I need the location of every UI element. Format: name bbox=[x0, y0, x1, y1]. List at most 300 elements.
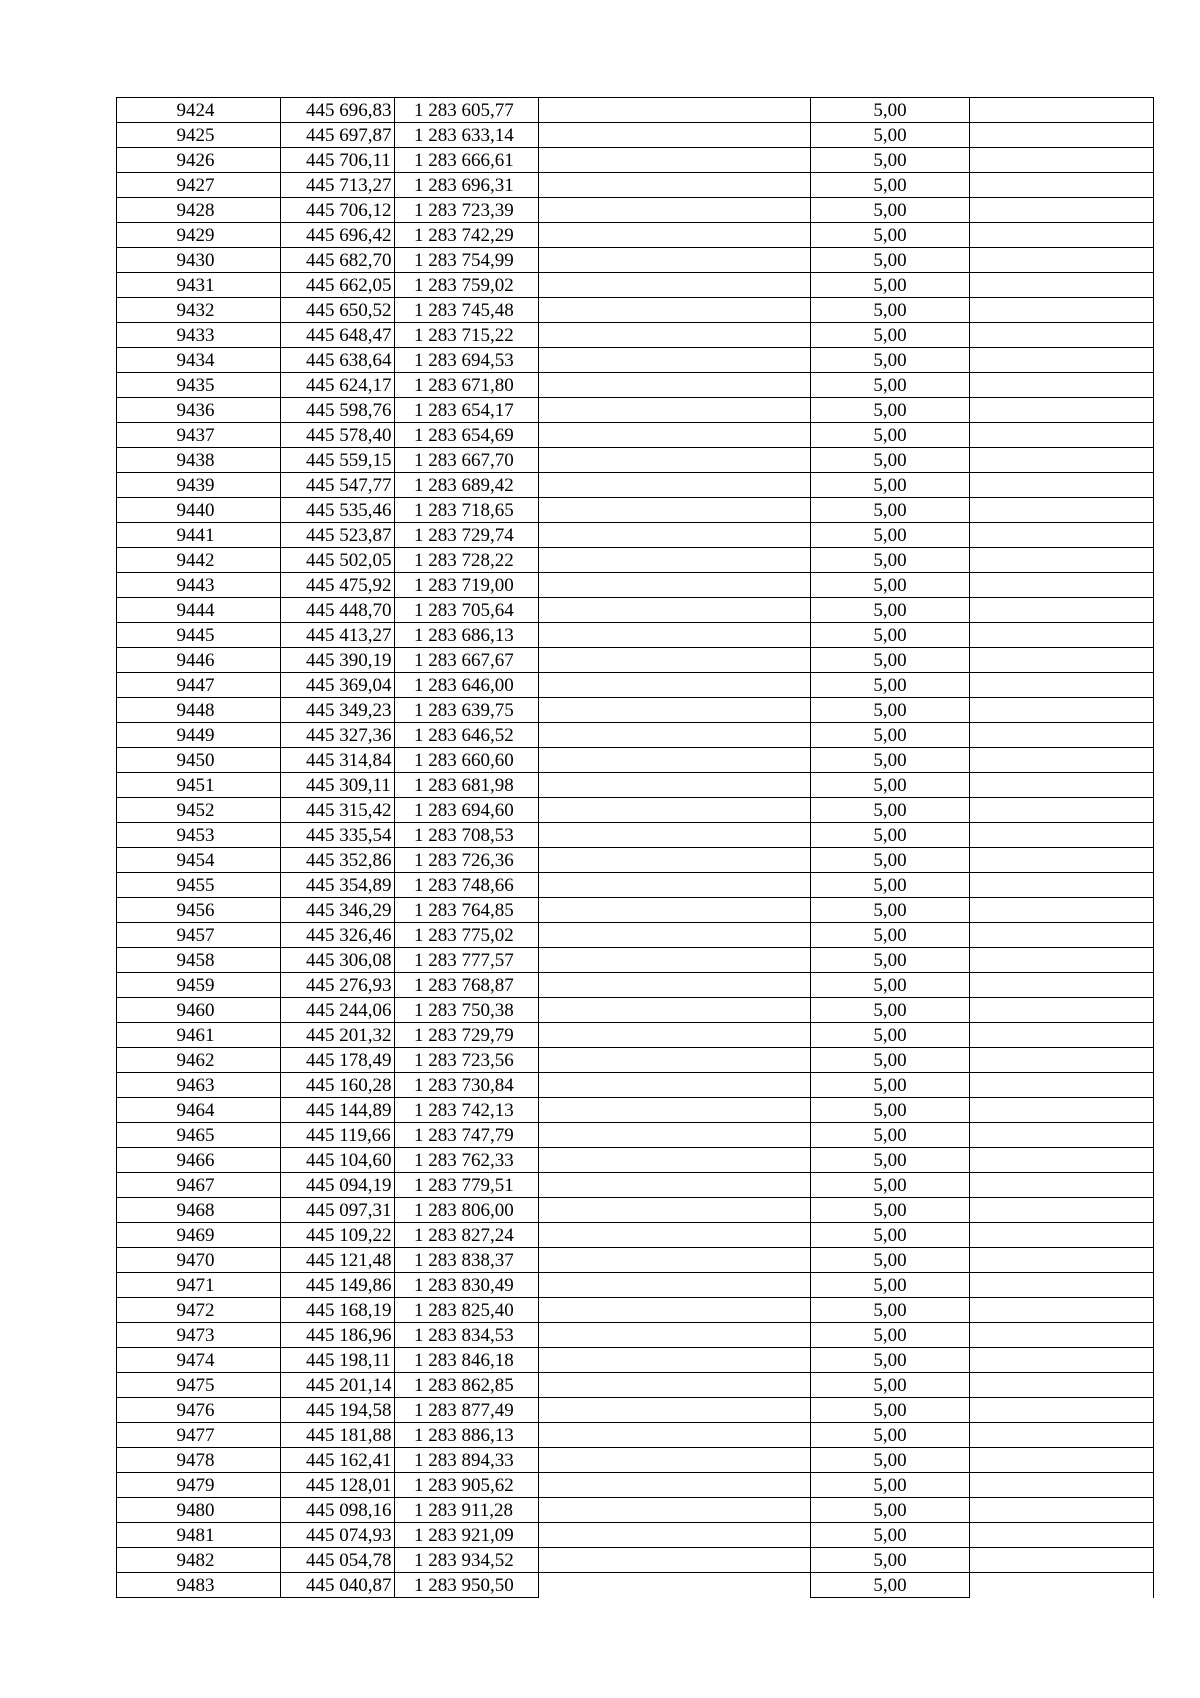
y-coordinate-cell: 1 283 745,48 bbox=[395, 298, 539, 323]
table-body bbox=[117, 98, 1154, 1598]
empty-cell bbox=[539, 123, 811, 148]
empty-cell bbox=[970, 623, 1154, 648]
empty-cell bbox=[970, 1148, 1154, 1173]
empty-cell bbox=[539, 323, 811, 348]
table-row bbox=[117, 1048, 1154, 1073]
empty-cell bbox=[539, 1298, 811, 1323]
y-coordinate-cell: 1 283 825,40 bbox=[395, 1298, 539, 1323]
point-number-cell: 9478 bbox=[117, 1448, 281, 1473]
x-coordinate-cell: 445 448,70 bbox=[281, 598, 395, 623]
y-coordinate-cell: 1 283 671,80 bbox=[395, 373, 539, 398]
y-coordinate-cell: 1 283 806,00 bbox=[395, 1198, 539, 1223]
empty-cell bbox=[970, 323, 1154, 348]
table-row bbox=[117, 1073, 1154, 1098]
y-coordinate-cell: 1 283 921,09 bbox=[395, 1523, 539, 1548]
value-cell: 5,00 bbox=[811, 1348, 970, 1373]
table-row bbox=[117, 1348, 1154, 1373]
point-number-cell: 9451 bbox=[117, 773, 281, 798]
empty-cell bbox=[539, 973, 811, 998]
value-cell: 5,00 bbox=[811, 1498, 970, 1523]
x-coordinate-cell: 445 149,86 bbox=[281, 1273, 395, 1298]
value-cell: 5,00 bbox=[811, 948, 970, 973]
y-coordinate-cell: 1 283 719,00 bbox=[395, 573, 539, 598]
point-number-cell: 9465 bbox=[117, 1123, 281, 1148]
empty-cell bbox=[970, 298, 1154, 323]
empty-cell bbox=[970, 1223, 1154, 1248]
value-cell: 5,00 bbox=[811, 1298, 970, 1323]
table-row bbox=[117, 1123, 1154, 1148]
x-coordinate-cell: 445 390,19 bbox=[281, 648, 395, 673]
table-row bbox=[117, 1198, 1154, 1223]
value-cell: 5,00 bbox=[811, 1173, 970, 1198]
empty-cell bbox=[970, 798, 1154, 823]
x-coordinate-cell: 445 662,05 bbox=[281, 273, 395, 298]
point-number-cell: 9427 bbox=[117, 173, 281, 198]
empty-cell bbox=[539, 1373, 811, 1398]
x-coordinate-cell: 445 696,83 bbox=[281, 98, 395, 123]
table-row bbox=[117, 498, 1154, 523]
value-cell: 5,00 bbox=[811, 573, 970, 598]
x-coordinate-cell: 445 181,88 bbox=[281, 1423, 395, 1448]
value-cell: 5,00 bbox=[811, 623, 970, 648]
point-number-cell: 9434 bbox=[117, 348, 281, 373]
point-number-cell: 9461 bbox=[117, 1023, 281, 1048]
empty-cell bbox=[970, 648, 1154, 673]
x-coordinate-cell: 445 128,01 bbox=[281, 1473, 395, 1498]
y-coordinate-cell: 1 283 666,61 bbox=[395, 148, 539, 173]
y-coordinate-cell: 1 283 726,36 bbox=[395, 848, 539, 873]
point-number-cell: 9472 bbox=[117, 1298, 281, 1323]
point-number-cell: 9460 bbox=[117, 998, 281, 1023]
x-coordinate-cell: 445 349,23 bbox=[281, 698, 395, 723]
y-coordinate-cell: 1 283 667,67 bbox=[395, 648, 539, 673]
value-cell: 5,00 bbox=[811, 1548, 970, 1573]
value-cell: 5,00 bbox=[811, 898, 970, 923]
x-coordinate-cell: 445 578,40 bbox=[281, 423, 395, 448]
table-row bbox=[117, 1273, 1154, 1298]
empty-cell bbox=[539, 1573, 811, 1598]
empty-cell bbox=[970, 1548, 1154, 1573]
x-coordinate-cell: 445 327,36 bbox=[281, 723, 395, 748]
table-row bbox=[117, 448, 1154, 473]
y-coordinate-cell: 1 283 886,13 bbox=[395, 1423, 539, 1448]
value-cell: 5,00 bbox=[811, 1398, 970, 1423]
y-coordinate-cell: 1 283 605,77 bbox=[395, 98, 539, 123]
x-coordinate-cell: 445 475,92 bbox=[281, 573, 395, 598]
empty-cell bbox=[539, 1248, 811, 1273]
point-number-cell: 9452 bbox=[117, 798, 281, 823]
value-cell: 5,00 bbox=[811, 723, 970, 748]
table-row bbox=[117, 1498, 1154, 1523]
empty-cell bbox=[970, 598, 1154, 623]
value-cell: 5,00 bbox=[811, 773, 970, 798]
value-cell: 5,00 bbox=[811, 498, 970, 523]
empty-cell bbox=[970, 123, 1154, 148]
table-row bbox=[117, 1573, 1154, 1598]
value-cell: 5,00 bbox=[811, 523, 970, 548]
point-number-cell: 9425 bbox=[117, 123, 281, 148]
value-cell: 5,00 bbox=[811, 548, 970, 573]
empty-cell bbox=[539, 148, 811, 173]
x-coordinate-cell: 445 648,47 bbox=[281, 323, 395, 348]
empty-cell bbox=[970, 973, 1154, 998]
empty-cell bbox=[539, 1498, 811, 1523]
empty-cell bbox=[970, 223, 1154, 248]
x-coordinate-cell: 445 624,17 bbox=[281, 373, 395, 398]
table-row bbox=[117, 1423, 1154, 1448]
empty-cell bbox=[539, 348, 811, 373]
empty-cell bbox=[970, 1298, 1154, 1323]
y-coordinate-cell: 1 283 742,13 bbox=[395, 1098, 539, 1123]
y-coordinate-cell: 1 283 646,00 bbox=[395, 673, 539, 698]
table-row bbox=[117, 573, 1154, 598]
point-number-cell: 9480 bbox=[117, 1498, 281, 1523]
point-number-cell: 9470 bbox=[117, 1248, 281, 1273]
x-coordinate-cell: 445 104,60 bbox=[281, 1148, 395, 1173]
point-number-cell: 9473 bbox=[117, 1323, 281, 1348]
x-coordinate-cell: 445 315,42 bbox=[281, 798, 395, 823]
value-cell: 5,00 bbox=[811, 123, 970, 148]
empty-cell bbox=[970, 498, 1154, 523]
empty-cell bbox=[970, 1023, 1154, 1048]
table-row bbox=[117, 148, 1154, 173]
y-coordinate-cell: 1 283 715,22 bbox=[395, 323, 539, 348]
empty-cell bbox=[539, 873, 811, 898]
y-coordinate-cell: 1 283 708,53 bbox=[395, 823, 539, 848]
point-number-cell: 9453 bbox=[117, 823, 281, 848]
value-cell: 5,00 bbox=[811, 273, 970, 298]
value-cell: 5,00 bbox=[811, 323, 970, 348]
empty-cell bbox=[970, 723, 1154, 748]
x-coordinate-cell: 445 326,46 bbox=[281, 923, 395, 948]
empty-cell bbox=[970, 823, 1154, 848]
empty-cell bbox=[970, 673, 1154, 698]
y-coordinate-cell: 1 283 694,60 bbox=[395, 798, 539, 823]
y-coordinate-cell: 1 283 723,56 bbox=[395, 1048, 539, 1073]
table-row bbox=[117, 248, 1154, 273]
empty-cell bbox=[539, 823, 811, 848]
value-cell: 5,00 bbox=[811, 473, 970, 498]
point-number-cell: 9432 bbox=[117, 298, 281, 323]
empty-cell bbox=[539, 1448, 811, 1473]
empty-cell bbox=[539, 1223, 811, 1248]
empty-cell bbox=[970, 1073, 1154, 1098]
table-row bbox=[117, 998, 1154, 1023]
point-number-cell: 9448 bbox=[117, 698, 281, 723]
point-number-cell: 9458 bbox=[117, 948, 281, 973]
point-number-cell: 9444 bbox=[117, 598, 281, 623]
table-row bbox=[117, 1148, 1154, 1173]
empty-cell bbox=[539, 623, 811, 648]
table-row bbox=[117, 673, 1154, 698]
table-row bbox=[117, 423, 1154, 448]
empty-cell bbox=[970, 1473, 1154, 1498]
table-row bbox=[117, 973, 1154, 998]
table-row bbox=[117, 1223, 1154, 1248]
table-row bbox=[117, 1373, 1154, 1398]
y-coordinate-cell: 1 283 748,66 bbox=[395, 873, 539, 898]
y-coordinate-cell: 1 283 667,70 bbox=[395, 448, 539, 473]
value-cell: 5,00 bbox=[811, 1273, 970, 1298]
empty-cell bbox=[970, 1323, 1154, 1348]
empty-cell bbox=[970, 1373, 1154, 1398]
empty-cell bbox=[539, 1423, 811, 1448]
empty-cell bbox=[539, 1473, 811, 1498]
empty-cell bbox=[970, 1573, 1154, 1598]
x-coordinate-cell: 445 335,54 bbox=[281, 823, 395, 848]
empty-cell bbox=[539, 1173, 811, 1198]
empty-cell bbox=[539, 923, 811, 948]
x-coordinate-cell: 445 697,87 bbox=[281, 123, 395, 148]
empty-cell bbox=[539, 1548, 811, 1573]
value-cell: 5,00 bbox=[811, 398, 970, 423]
empty-cell bbox=[539, 548, 811, 573]
empty-cell bbox=[539, 1048, 811, 1073]
empty-cell bbox=[970, 1098, 1154, 1123]
y-coordinate-cell: 1 283 633,14 bbox=[395, 123, 539, 148]
empty-cell bbox=[970, 698, 1154, 723]
y-coordinate-cell: 1 283 777,57 bbox=[395, 948, 539, 973]
y-coordinate-cell: 1 283 718,65 bbox=[395, 498, 539, 523]
empty-cell bbox=[970, 423, 1154, 448]
x-coordinate-cell: 445 276,93 bbox=[281, 973, 395, 998]
empty-cell bbox=[970, 1423, 1154, 1448]
value-cell: 5,00 bbox=[811, 1373, 970, 1398]
y-coordinate-cell: 1 283 768,87 bbox=[395, 973, 539, 998]
empty-cell bbox=[539, 1523, 811, 1548]
point-number-cell: 9475 bbox=[117, 1373, 281, 1398]
point-number-cell: 9471 bbox=[117, 1273, 281, 1298]
y-coordinate-cell: 1 283 729,74 bbox=[395, 523, 539, 548]
empty-cell bbox=[970, 248, 1154, 273]
point-number-cell: 9435 bbox=[117, 373, 281, 398]
table-row bbox=[117, 473, 1154, 498]
empty-cell bbox=[539, 448, 811, 473]
point-number-cell: 9459 bbox=[117, 973, 281, 998]
value-cell: 5,00 bbox=[811, 873, 970, 898]
x-coordinate-cell: 445 186,96 bbox=[281, 1323, 395, 1348]
point-number-cell: 9477 bbox=[117, 1423, 281, 1448]
table-row bbox=[117, 173, 1154, 198]
empty-cell bbox=[970, 373, 1154, 398]
empty-cell bbox=[539, 198, 811, 223]
table-row bbox=[117, 873, 1154, 898]
empty-cell bbox=[539, 998, 811, 1023]
y-coordinate-cell: 1 283 779,51 bbox=[395, 1173, 539, 1198]
value-cell: 5,00 bbox=[811, 248, 970, 273]
empty-cell bbox=[539, 1323, 811, 1348]
point-number-cell: 9426 bbox=[117, 148, 281, 173]
table-row bbox=[117, 948, 1154, 973]
table-row bbox=[117, 1473, 1154, 1498]
coordinates-table bbox=[116, 97, 1154, 1598]
point-number-cell: 9442 bbox=[117, 548, 281, 573]
point-number-cell: 9479 bbox=[117, 1473, 281, 1498]
x-coordinate-cell: 445 121,48 bbox=[281, 1248, 395, 1273]
value-cell: 5,00 bbox=[811, 173, 970, 198]
empty-cell bbox=[539, 898, 811, 923]
table-row bbox=[117, 373, 1154, 398]
value-cell: 5,00 bbox=[811, 973, 970, 998]
empty-cell bbox=[970, 1523, 1154, 1548]
empty-cell bbox=[970, 1123, 1154, 1148]
point-number-cell: 9456 bbox=[117, 898, 281, 923]
empty-cell bbox=[539, 1348, 811, 1373]
value-cell: 5,00 bbox=[811, 798, 970, 823]
y-coordinate-cell: 1 283 950,50 bbox=[395, 1573, 539, 1598]
y-coordinate-cell: 1 283 762,33 bbox=[395, 1148, 539, 1173]
x-coordinate-cell: 445 413,27 bbox=[281, 623, 395, 648]
point-number-cell: 9457 bbox=[117, 923, 281, 948]
point-number-cell: 9455 bbox=[117, 873, 281, 898]
point-number-cell: 9463 bbox=[117, 1073, 281, 1098]
x-coordinate-cell: 445 201,32 bbox=[281, 1023, 395, 1048]
table-row bbox=[117, 698, 1154, 723]
value-cell: 5,00 bbox=[811, 673, 970, 698]
empty-cell bbox=[539, 298, 811, 323]
empty-cell bbox=[970, 1048, 1154, 1073]
table-row bbox=[117, 523, 1154, 548]
table-row bbox=[117, 848, 1154, 873]
empty-cell bbox=[970, 998, 1154, 1023]
empty-cell bbox=[970, 98, 1154, 123]
y-coordinate-cell: 1 283 729,79 bbox=[395, 1023, 539, 1048]
table-row bbox=[117, 223, 1154, 248]
empty-cell bbox=[539, 723, 811, 748]
table-row bbox=[117, 348, 1154, 373]
value-cell: 5,00 bbox=[811, 298, 970, 323]
x-coordinate-cell: 445 094,19 bbox=[281, 1173, 395, 1198]
x-coordinate-cell: 445 098,16 bbox=[281, 1498, 395, 1523]
empty-cell bbox=[970, 873, 1154, 898]
y-coordinate-cell: 1 283 705,64 bbox=[395, 598, 539, 623]
y-coordinate-cell: 1 283 730,84 bbox=[395, 1073, 539, 1098]
value-cell: 5,00 bbox=[811, 1223, 970, 1248]
empty-cell bbox=[970, 573, 1154, 598]
y-coordinate-cell: 1 283 639,75 bbox=[395, 698, 539, 723]
empty-cell bbox=[539, 1273, 811, 1298]
value-cell: 5,00 bbox=[811, 1448, 970, 1473]
x-coordinate-cell: 445 074,93 bbox=[281, 1523, 395, 1548]
value-cell: 5,00 bbox=[811, 373, 970, 398]
value-cell: 5,00 bbox=[811, 1048, 970, 1073]
point-number-cell: 9483 bbox=[117, 1573, 281, 1598]
y-coordinate-cell: 1 283 723,39 bbox=[395, 198, 539, 223]
empty-cell bbox=[539, 1073, 811, 1098]
empty-cell bbox=[539, 223, 811, 248]
value-cell: 5,00 bbox=[811, 1098, 970, 1123]
value-cell: 5,00 bbox=[811, 698, 970, 723]
empty-cell bbox=[539, 373, 811, 398]
table-row bbox=[117, 898, 1154, 923]
x-coordinate-cell: 445 198,11 bbox=[281, 1348, 395, 1373]
x-coordinate-cell: 445 194,58 bbox=[281, 1398, 395, 1423]
x-coordinate-cell: 445 502,05 bbox=[281, 548, 395, 573]
x-coordinate-cell: 445 201,14 bbox=[281, 1373, 395, 1398]
y-coordinate-cell: 1 283 646,52 bbox=[395, 723, 539, 748]
x-coordinate-cell: 445 706,11 bbox=[281, 148, 395, 173]
table-row bbox=[117, 1098, 1154, 1123]
point-number-cell: 9482 bbox=[117, 1548, 281, 1573]
y-coordinate-cell: 1 283 838,37 bbox=[395, 1248, 539, 1273]
x-coordinate-cell: 445 119,66 bbox=[281, 1123, 395, 1148]
x-coordinate-cell: 445 682,70 bbox=[281, 248, 395, 273]
y-coordinate-cell: 1 283 827,24 bbox=[395, 1223, 539, 1248]
table-row bbox=[117, 323, 1154, 348]
value-cell: 5,00 bbox=[811, 98, 970, 123]
point-number-cell: 9430 bbox=[117, 248, 281, 273]
empty-cell bbox=[539, 573, 811, 598]
x-coordinate-cell: 445 354,89 bbox=[281, 873, 395, 898]
point-number-cell: 9450 bbox=[117, 748, 281, 773]
point-number-cell: 9433 bbox=[117, 323, 281, 348]
table-row bbox=[117, 648, 1154, 673]
x-coordinate-cell: 445 306,08 bbox=[281, 948, 395, 973]
y-coordinate-cell: 1 283 728,22 bbox=[395, 548, 539, 573]
y-coordinate-cell: 1 283 764,85 bbox=[395, 898, 539, 923]
x-coordinate-cell: 445 696,42 bbox=[281, 223, 395, 248]
x-coordinate-cell: 445 097,31 bbox=[281, 1198, 395, 1223]
x-coordinate-cell: 445 168,19 bbox=[281, 1298, 395, 1323]
empty-cell bbox=[539, 673, 811, 698]
table-row bbox=[117, 923, 1154, 948]
table-row bbox=[117, 398, 1154, 423]
y-coordinate-cell: 1 283 934,52 bbox=[395, 1548, 539, 1573]
empty-cell bbox=[970, 523, 1154, 548]
value-cell: 5,00 bbox=[811, 1573, 970, 1598]
value-cell: 5,00 bbox=[811, 1523, 970, 1548]
point-number-cell: 9469 bbox=[117, 1223, 281, 1248]
value-cell: 5,00 bbox=[811, 223, 970, 248]
table-row bbox=[117, 1323, 1154, 1348]
value-cell: 5,00 bbox=[811, 1198, 970, 1223]
empty-cell bbox=[539, 1398, 811, 1423]
x-coordinate-cell: 445 040,87 bbox=[281, 1573, 395, 1598]
table-row bbox=[117, 798, 1154, 823]
x-coordinate-cell: 445 309,11 bbox=[281, 773, 395, 798]
y-coordinate-cell: 1 283 754,99 bbox=[395, 248, 539, 273]
empty-cell bbox=[970, 923, 1154, 948]
y-coordinate-cell: 1 283 894,33 bbox=[395, 1448, 539, 1473]
point-number-cell: 9443 bbox=[117, 573, 281, 598]
table-row bbox=[117, 198, 1154, 223]
value-cell: 5,00 bbox=[811, 1248, 970, 1273]
x-coordinate-cell: 445 535,46 bbox=[281, 498, 395, 523]
value-cell: 5,00 bbox=[811, 1323, 970, 1348]
x-coordinate-cell: 445 598,76 bbox=[281, 398, 395, 423]
value-cell: 5,00 bbox=[811, 1123, 970, 1148]
x-coordinate-cell: 445 144,89 bbox=[281, 1098, 395, 1123]
empty-cell bbox=[970, 748, 1154, 773]
point-number-cell: 9437 bbox=[117, 423, 281, 448]
table-row bbox=[117, 773, 1154, 798]
table-row bbox=[117, 1548, 1154, 1573]
x-coordinate-cell: 445 638,64 bbox=[281, 348, 395, 373]
table-row bbox=[117, 298, 1154, 323]
empty-cell bbox=[970, 1173, 1154, 1198]
empty-cell bbox=[970, 773, 1154, 798]
table-row bbox=[117, 98, 1154, 123]
y-coordinate-cell: 1 283 694,53 bbox=[395, 348, 539, 373]
point-number-cell: 9441 bbox=[117, 523, 281, 548]
empty-cell bbox=[970, 348, 1154, 373]
empty-cell bbox=[539, 748, 811, 773]
point-number-cell: 9481 bbox=[117, 1523, 281, 1548]
empty-cell bbox=[970, 273, 1154, 298]
value-cell: 5,00 bbox=[811, 1473, 970, 1498]
x-coordinate-cell: 445 352,86 bbox=[281, 848, 395, 873]
value-cell: 5,00 bbox=[811, 423, 970, 448]
